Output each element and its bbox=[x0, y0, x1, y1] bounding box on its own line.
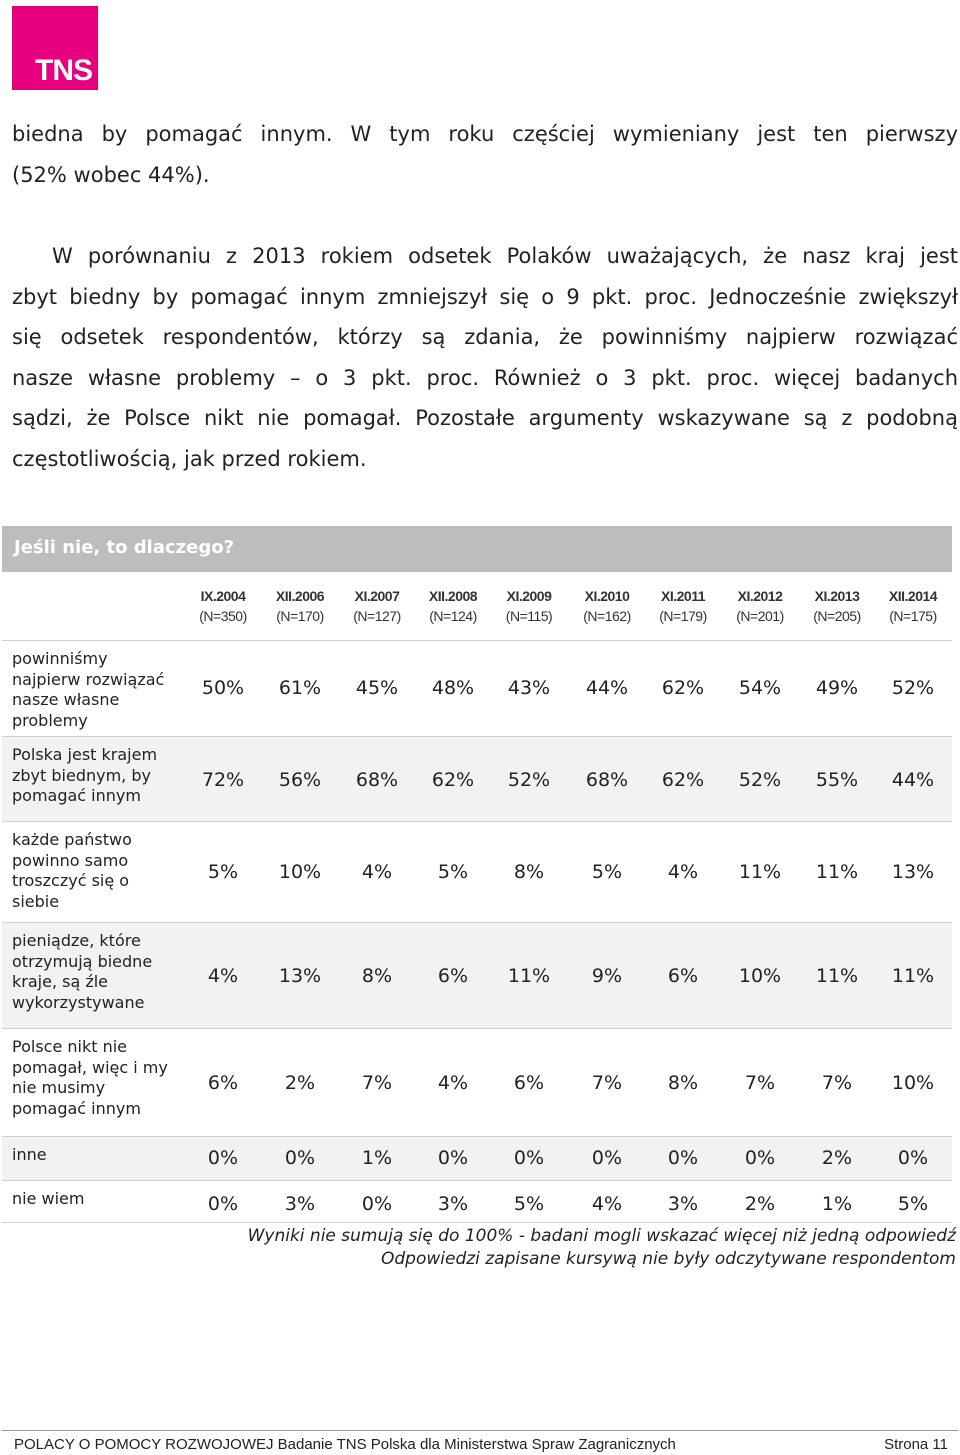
table-cell-value: 6% bbox=[207, 1072, 239, 1094]
column-sample-size: (N=350) bbox=[199, 608, 247, 624]
column-header bbox=[875, 586, 951, 626]
table-cell-value: 62% bbox=[661, 677, 705, 699]
table-cell-value: 11% bbox=[815, 965, 859, 987]
row-label-line: inne bbox=[12, 1145, 47, 1164]
table-cell-value: 8% bbox=[361, 965, 393, 987]
table-cell-value: 6% bbox=[513, 1072, 545, 1094]
table-cell-value: 1% bbox=[361, 1147, 393, 1169]
row-label-line: powinniśmy bbox=[12, 649, 108, 668]
row-label-line: pomagać innym bbox=[12, 786, 141, 805]
table-cell-value: 49% bbox=[815, 677, 859, 699]
table-bottom-border bbox=[2, 1222, 952, 1223]
table-cell-value: 7% bbox=[361, 1072, 393, 1094]
table-cell-value: 43% bbox=[507, 677, 551, 699]
column-header bbox=[569, 586, 645, 626]
table-cell-value: 0% bbox=[207, 1147, 239, 1169]
table-cell-value: 61% bbox=[278, 677, 322, 699]
column-sample-size: (N=170) bbox=[276, 608, 324, 624]
table-cell-value: 8% bbox=[513, 861, 545, 883]
column-period: XI.2010 bbox=[584, 588, 630, 604]
table-cell-value: 11% bbox=[507, 965, 551, 987]
table-cell-value: 2% bbox=[284, 1072, 316, 1094]
table-cell-value: 3% bbox=[667, 1193, 699, 1215]
table-cell-value: 7% bbox=[821, 1072, 853, 1094]
footer-divider bbox=[2, 1430, 958, 1431]
table-cell-value: 6% bbox=[667, 965, 699, 987]
tns-logo bbox=[12, 6, 98, 90]
paragraph-line: częstotliwością, jak przed rokiem. bbox=[12, 446, 367, 471]
table-cell-value: 6% bbox=[437, 965, 469, 987]
column-period: IX.2004 bbox=[200, 588, 246, 604]
row-label-line: pomagać innym bbox=[12, 1098, 141, 1118]
table-cell-value: 55% bbox=[815, 769, 859, 791]
table-cell-value: 62% bbox=[661, 769, 705, 791]
table-row bbox=[2, 922, 952, 1028]
table-cell-value: 11% bbox=[738, 861, 782, 883]
table-cell-value: 52% bbox=[738, 769, 782, 791]
table-cell-value: 7% bbox=[591, 1072, 623, 1094]
column-sample-size: (N=162) bbox=[583, 608, 631, 624]
table-cell-value: 5% bbox=[897, 1193, 929, 1215]
table-cell-value: 44% bbox=[891, 769, 935, 791]
column-sample-size: (N=205) bbox=[813, 608, 861, 624]
paragraph-line: zbyt biedny by pomagać innym zmniejszył się o 9 pkt. proc. Jednocześnie zwiększył bbox=[12, 284, 958, 309]
table-row bbox=[2, 640, 952, 736]
table-cell-value: 8% bbox=[667, 1072, 699, 1094]
row-label bbox=[12, 1145, 182, 1166]
column-period: XII.2006 bbox=[275, 588, 325, 604]
paragraph-line: (52% wobec 44%). bbox=[12, 162, 210, 187]
table-cell-value: 3% bbox=[437, 1193, 469, 1215]
column-header bbox=[645, 586, 721, 626]
paragraph-line: się odsetek respondentów, którzy są zdania, że powinniśmy najpierw rozwiązać bbox=[12, 325, 958, 349]
row-label-line: każde państwo bbox=[12, 830, 132, 849]
row-label-line: troszczyć się o bbox=[12, 871, 130, 890]
question-text: Jeśli nie, to dlaczego? bbox=[14, 537, 235, 558]
paragraph-line: W porównaniu z 2013 rokiem odsetek Polaków uważających, że nasz kraj jest bbox=[52, 244, 958, 268]
table-cell-value: 4% bbox=[667, 861, 699, 883]
table-cell-value: 0% bbox=[897, 1147, 929, 1169]
column-sample-size: (N=179) bbox=[659, 608, 707, 624]
table-cell-value: 2% bbox=[821, 1147, 853, 1169]
table-cell-value: 5% bbox=[437, 861, 469, 883]
question-header bbox=[2, 526, 952, 572]
row-label-line: powinno samo bbox=[12, 850, 129, 870]
table-cell-value: 4% bbox=[207, 965, 239, 987]
table-cell-value: 5% bbox=[513, 1193, 545, 1215]
table-cell-value: 13% bbox=[278, 965, 322, 987]
row-label bbox=[12, 931, 182, 1013]
table-cell-value: 52% bbox=[891, 677, 935, 699]
row-label-line: pomagał, więc i my bbox=[12, 1057, 168, 1077]
table-cell-value: 10% bbox=[738, 965, 782, 987]
row-label-line: nie musimy bbox=[12, 1078, 106, 1097]
table-cell-value: 45% bbox=[355, 677, 399, 699]
table-cell-value: 50% bbox=[201, 677, 245, 699]
table-cell-value: 0% bbox=[591, 1147, 623, 1169]
paragraph-line: biedna by pomagać innym. W tym roku częściej wymieniany jest ten pierwszy bbox=[12, 122, 958, 146]
table-cell-value: 11% bbox=[891, 965, 935, 987]
table-cell-value: 44% bbox=[585, 677, 629, 699]
paragraph-1 bbox=[12, 114, 958, 195]
row-label bbox=[12, 1189, 182, 1210]
row-label-line: Polska jest krajem bbox=[12, 745, 158, 764]
table-row bbox=[2, 1028, 952, 1136]
table-cell-value: 11% bbox=[815, 861, 859, 883]
row-label-line: kraje, są źle bbox=[12, 972, 109, 991]
table-cell-value: 0% bbox=[207, 1193, 239, 1215]
table-note-2: Odpowiedzi zapisane kursywą nie były odczytywane respondentom bbox=[381, 1249, 956, 1269]
table-cell-value: 5% bbox=[207, 861, 239, 883]
table-cell-value: 9% bbox=[591, 965, 623, 987]
table-cell-value: 2% bbox=[744, 1193, 776, 1215]
column-period: XI.2009 bbox=[506, 588, 552, 604]
column-period: XI.2013 bbox=[814, 588, 860, 604]
column-header bbox=[799, 586, 875, 626]
row-label-line: pieniądze, które bbox=[12, 931, 141, 950]
column-period: XII.2014 bbox=[888, 588, 938, 604]
column-header bbox=[262, 586, 338, 626]
table-row bbox=[2, 1180, 952, 1222]
row-label-line: najpierw rozwiązać bbox=[12, 669, 165, 689]
table-cell-value: 0% bbox=[513, 1147, 545, 1169]
table-cell-value: 0% bbox=[437, 1147, 469, 1169]
table-cell-value: 4% bbox=[591, 1193, 623, 1215]
column-header bbox=[415, 586, 491, 626]
paragraph-2 bbox=[12, 236, 958, 479]
table-cell-value: 0% bbox=[284, 1147, 316, 1169]
row-label bbox=[12, 649, 182, 731]
paragraph-line: nasze własne problemy – o 3 pkt. proc. Również o 3 pkt. proc. więcej badanych bbox=[12, 365, 958, 390]
table-cell-value: 3% bbox=[284, 1193, 316, 1215]
row-label bbox=[12, 745, 182, 807]
row-label-line: problemy bbox=[12, 710, 88, 730]
table-cell-value: 4% bbox=[437, 1072, 469, 1094]
table-note-1: Wyniki nie sumują się do 100% - badani mogli wskazać więcej niż jedną odpowiedź bbox=[247, 1226, 956, 1246]
table-row bbox=[2, 821, 952, 922]
table-cell-value: 1% bbox=[821, 1193, 853, 1215]
table-cell-value: 0% bbox=[744, 1147, 776, 1169]
logo-text: TNS bbox=[35, 54, 92, 87]
row-label bbox=[12, 1037, 182, 1119]
table-cell-value: 4% bbox=[361, 861, 393, 883]
table-row bbox=[2, 736, 952, 821]
column-period: XI.2011 bbox=[661, 588, 705, 604]
table-cell-value: 10% bbox=[278, 861, 322, 883]
table-cell-value: 52% bbox=[507, 769, 551, 791]
table-cell-value: 5% bbox=[591, 861, 623, 883]
table-cell-value: 68% bbox=[585, 769, 629, 791]
column-period: XI.2012 bbox=[737, 588, 783, 604]
table-cell-value: 68% bbox=[355, 769, 399, 791]
table-cell-value: 48% bbox=[431, 677, 475, 699]
row-label-line: Polsce nikt nie bbox=[12, 1037, 128, 1056]
row-label-line: zbyt biednym, by bbox=[12, 765, 151, 785]
table-header-row bbox=[0, 586, 960, 636]
column-period: XII.2008 bbox=[428, 588, 478, 604]
column-period: XI.2007 bbox=[354, 588, 400, 604]
table-row bbox=[2, 1136, 952, 1180]
column-sample-size: (N=175) bbox=[889, 608, 937, 624]
column-header bbox=[491, 586, 567, 626]
table-cell-value: 7% bbox=[744, 1072, 776, 1094]
column-header bbox=[185, 586, 261, 626]
row-label-line: siebie bbox=[12, 891, 60, 911]
table-cell-value: 72% bbox=[201, 769, 245, 791]
row-label-line: nasze własne bbox=[12, 690, 120, 709]
column-header bbox=[722, 586, 798, 626]
table-cell-value: 13% bbox=[891, 861, 935, 883]
row-label-line: nie wiem bbox=[12, 1189, 85, 1208]
table-cell-value: 56% bbox=[278, 769, 322, 791]
row-label-line: wykorzystywane bbox=[12, 992, 145, 1012]
column-sample-size: (N=124) bbox=[429, 608, 477, 624]
footer-text: POLACY O POMOCY ROZWOJOWEJ Badanie TNS Polska dla Ministerstwa Spraw Zagranicznych bbox=[14, 1436, 676, 1453]
table-cell-value: 54% bbox=[738, 677, 782, 699]
column-sample-size: (N=201) bbox=[736, 608, 784, 624]
row-label bbox=[12, 830, 182, 912]
page-number: Strona 11 bbox=[884, 1436, 948, 1453]
table-cell-value: 62% bbox=[431, 769, 475, 791]
column-sample-size: (N=127) bbox=[353, 608, 401, 624]
table-cell-value: 0% bbox=[361, 1193, 393, 1215]
column-header bbox=[339, 586, 415, 626]
paragraph-line: sądzi, że Polsce nikt nie pomagał. Pozostałe argumenty wskazywane są z podobną bbox=[12, 406, 958, 430]
table-cell-value: 0% bbox=[667, 1147, 699, 1169]
table-cell-value: 10% bbox=[891, 1072, 935, 1094]
column-sample-size: (N=115) bbox=[505, 608, 553, 624]
row-label-line: otrzymują biedne bbox=[12, 951, 153, 971]
